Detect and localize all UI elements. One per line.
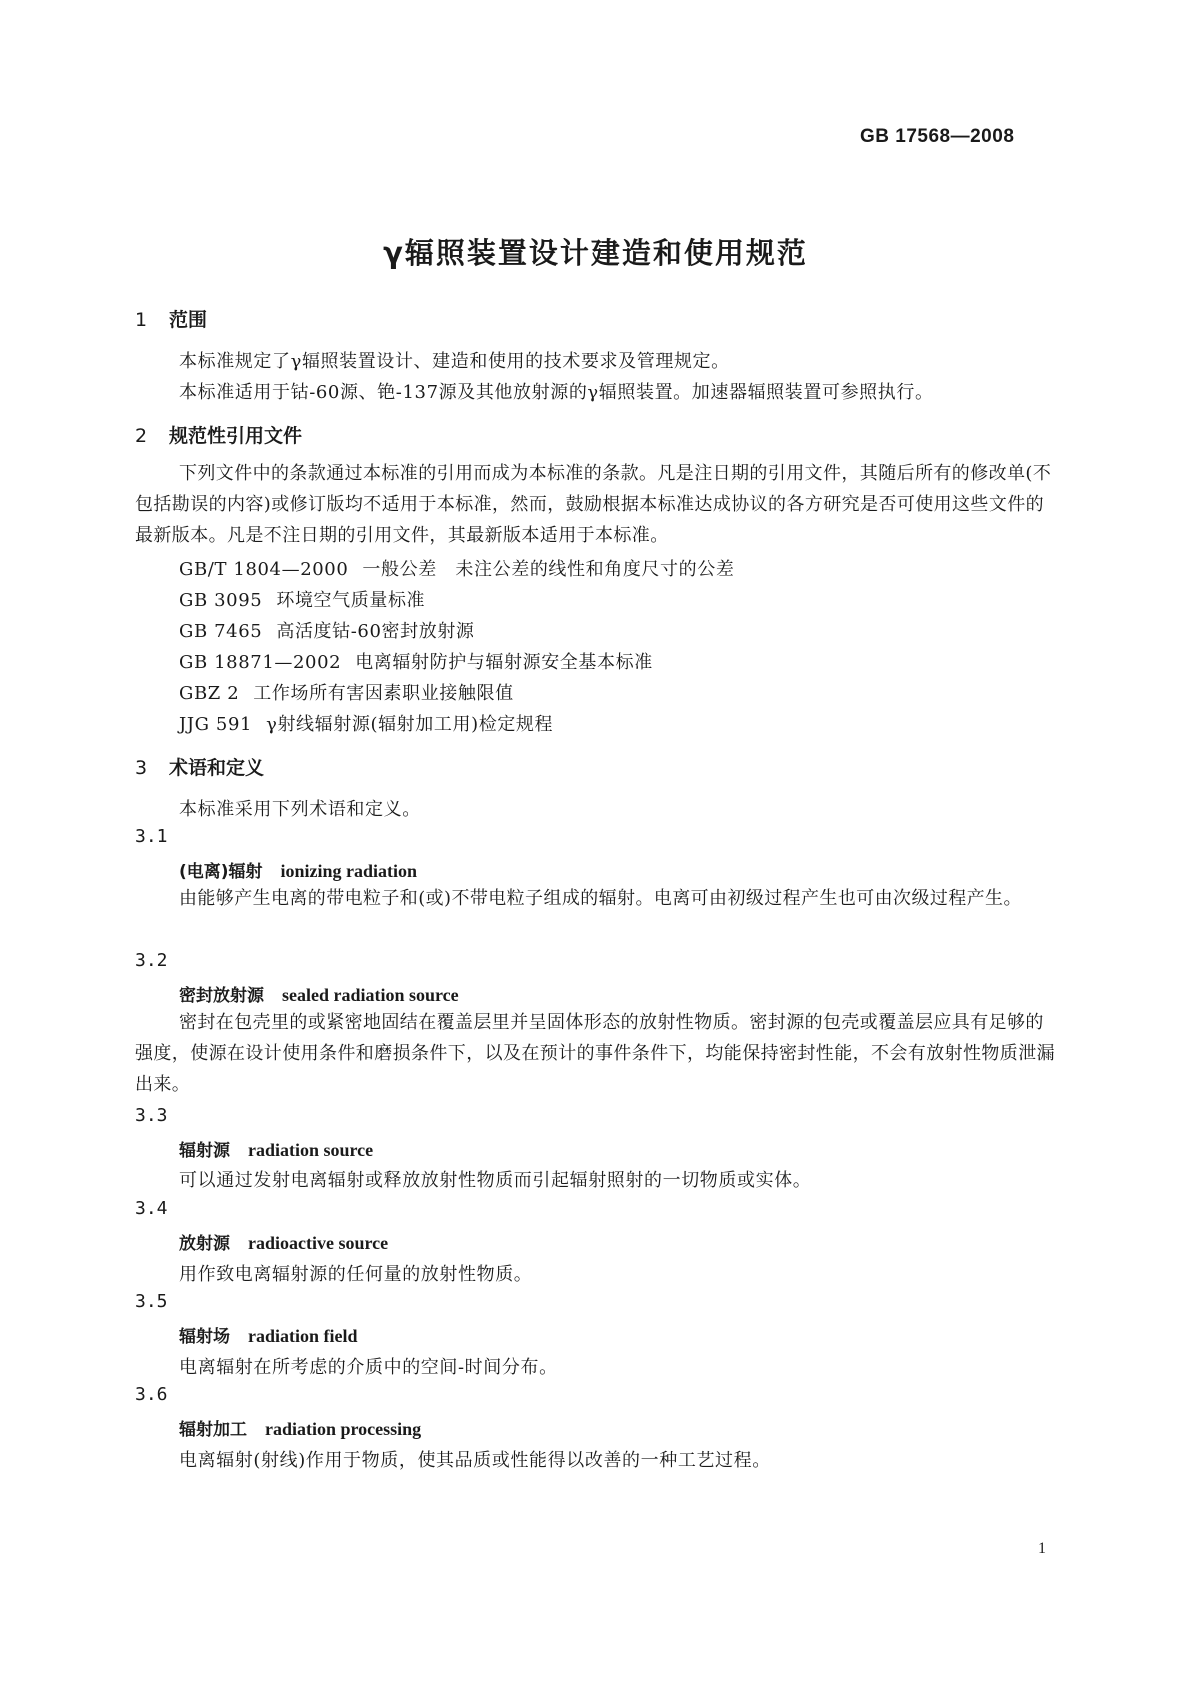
standard-number: GB 17568—2008 xyxy=(860,126,1015,147)
term-number: 3.5 xyxy=(135,1291,168,1312)
reference-title: 工作场所有害因素职业接触限值 xyxy=(253,683,514,704)
term-definition: 电离辐射(射线)作用于物质，使其品质或性能得以改善的一种工艺过程。 xyxy=(179,1450,771,1471)
reference-title: 环境空气质量标准 xyxy=(276,590,426,611)
term-heading xyxy=(179,1415,421,1440)
term-en: ionizing radiation xyxy=(280,861,418,881)
term-en: radiation field xyxy=(248,1326,358,1346)
section-1-title: 范围 xyxy=(169,309,208,331)
term-en: radioactive source xyxy=(248,1233,389,1253)
reference-item xyxy=(179,555,734,581)
section-2-heading xyxy=(135,421,302,448)
reference-code: GB/T 1804—2000 xyxy=(179,559,349,580)
term-definition: 密封在包壳里的或紧密地固结在覆盖层里并呈固体形态的放射性物质。密封源的包壳或覆盖层应具有足够的强度，使源在设计使用条件和磨损条件下，以及在预计的事件条件下，均能保持密封性能，不会有放射性物质泄漏出来。 xyxy=(135,1012,1055,1095)
reference-title: 高活度钴-60密封放射源 xyxy=(276,621,475,642)
term-number: 3.3 xyxy=(135,1105,168,1126)
section-2-title: 规范性引用文件 xyxy=(169,425,303,447)
section-3-heading xyxy=(135,753,264,780)
term-zh: (电离)辐射 xyxy=(179,862,263,882)
reference-code: GBZ 2 xyxy=(179,683,240,704)
term-en: radiation source xyxy=(248,1140,374,1160)
term-number: 3.2 xyxy=(135,950,168,971)
section-1-number: 1 xyxy=(135,309,148,331)
term-heading xyxy=(179,1229,388,1254)
reference-item xyxy=(179,617,475,643)
page-number: 1 xyxy=(1038,1540,1046,1557)
term-heading xyxy=(179,981,459,1006)
section-3-intro: 本标准采用下列术语和定义。 xyxy=(179,799,421,820)
term-number: 3.6 xyxy=(135,1384,168,1405)
section-1-paragraph: 本标准适用于钴-60源、铯-137源及其他放射源的γ辐照装置。加速器辐照装置可参照执行。 xyxy=(179,382,934,403)
reference-item xyxy=(179,586,425,612)
reference-code: GB 7465 xyxy=(179,621,263,642)
term-number: 3.4 xyxy=(135,1198,168,1219)
term-definition: 用作致电离辐射源的任何量的放射性物质。 xyxy=(179,1264,533,1285)
term-heading xyxy=(179,857,417,882)
term-zh: 辐射场 xyxy=(179,1327,230,1347)
term-definition: 由能够产生电离的带电粒子和(或)不带电粒子组成的辐射。电离可由初级过程产生也可由次级过程产生。 xyxy=(179,888,1022,909)
reference-item xyxy=(179,679,514,705)
term-zh: 放射源 xyxy=(179,1234,230,1254)
term-definition: 可以通过发射电离辐射或释放放射性物质而引起辐射照射的一切物质或实体。 xyxy=(179,1170,812,1191)
section-1-heading xyxy=(135,305,207,332)
section-3-title: 术语和定义 xyxy=(169,757,265,779)
section-2-number: 2 xyxy=(135,425,148,447)
reference-title: 电离辐射防护与辐射源安全基本标准 xyxy=(355,652,653,673)
term-number: 3.1 xyxy=(135,826,168,847)
reference-item xyxy=(179,710,553,736)
term-zh: 密封放射源 xyxy=(179,986,264,1006)
reference-code: GB 3095 xyxy=(179,590,263,611)
section-3-number: 3 xyxy=(135,757,148,779)
document-title: γ辐照装置设计建造和使用规范 xyxy=(383,236,808,270)
term-en: sealed radiation source xyxy=(282,985,459,1005)
reference-code: GB 18871—2002 xyxy=(179,652,342,673)
section-1-paragraph: 本标准规定了γ辐照装置设计、建造和使用的技术要求及管理规定。 xyxy=(179,351,730,372)
section-2-intro: 下列文件中的条款通过本标准的引用而成为本标准的条款。凡是注日期的引用文件，其随后所有的修改单(不包括勘误的内容)或修订版均不适用于本标准，然而，鼓励根据本标准达成协议的各方研究是否可使用这些文件的最新版本。凡是不注日期的引用文件，其最新版本适用于本标准。 xyxy=(135,463,1052,546)
term-en: radiation processing xyxy=(265,1419,422,1439)
term-zh: 辐射源 xyxy=(179,1141,230,1161)
reference-code: JJG 591 xyxy=(179,714,253,735)
reference-title: 一般公差 未注公差的线性和角度尺寸的公差 xyxy=(362,559,735,580)
term-zh: 辐射加工 xyxy=(179,1420,247,1440)
term-heading xyxy=(179,1322,358,1347)
term-heading xyxy=(179,1136,373,1161)
reference-item xyxy=(179,648,653,674)
term-definition: 电离辐射在所考虑的介质中的空间-时间分布。 xyxy=(179,1357,558,1378)
reference-title: γ射线辐射源(辐射加工用)检定规程 xyxy=(266,714,554,735)
